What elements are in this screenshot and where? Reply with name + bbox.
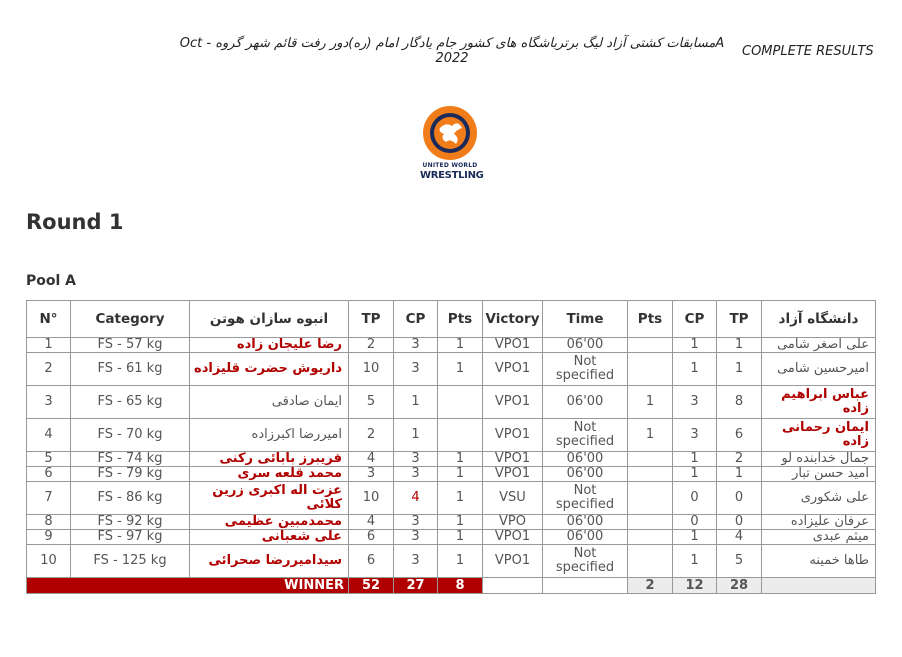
pool-title: Pool A bbox=[26, 273, 77, 289]
tp-team2: 0 bbox=[717, 482, 762, 515]
wrestler-team2: جمال خدابنده لو bbox=[762, 452, 876, 467]
winner-label: WINNER bbox=[27, 578, 349, 594]
victory-type: VPO1 bbox=[483, 452, 543, 467]
table-row bbox=[27, 467, 876, 482]
page-header bbox=[0, 36, 902, 76]
pts-team2 bbox=[628, 482, 673, 515]
table-row bbox=[27, 353, 876, 386]
tp-team2: 5 bbox=[717, 545, 762, 578]
total-cp2: 12 bbox=[673, 578, 717, 594]
col-victory: Victory bbox=[483, 301, 543, 338]
tp-team1: 4 bbox=[349, 515, 394, 530]
wrestler-team1: سیدامیررضا صحرائی bbox=[190, 545, 349, 578]
wrestler-team2: امید حسن تبار bbox=[762, 467, 876, 482]
col-team2: دانشگاه آزاد bbox=[762, 301, 876, 338]
wrestler-team2: امیرحسین شامی bbox=[762, 353, 876, 386]
pts-team1: 1 bbox=[438, 530, 483, 545]
wrestler-team1: فریبرز بابائی رکنی bbox=[190, 452, 349, 467]
pts-team2 bbox=[628, 530, 673, 545]
weight-category: FS - 65 kg bbox=[71, 386, 190, 419]
col-tp1: TP bbox=[349, 301, 394, 338]
pts-team2: 1 bbox=[628, 419, 673, 452]
col-pts1: Pts bbox=[438, 301, 483, 338]
match-time: 06'00 bbox=[543, 452, 628, 467]
pts-team2 bbox=[628, 545, 673, 578]
total-tp2: 28 bbox=[717, 578, 762, 594]
total-cp1: 27 bbox=[394, 578, 438, 594]
pts-team2 bbox=[628, 338, 673, 353]
cp-team1: 3 bbox=[394, 338, 438, 353]
table-row bbox=[27, 515, 876, 530]
match-number: 4 bbox=[27, 419, 71, 452]
tp-team1: 4 bbox=[349, 452, 394, 467]
pts-team1: 1 bbox=[438, 353, 483, 386]
col-tp2: TP bbox=[717, 301, 762, 338]
victory-type: VPO1 bbox=[483, 530, 543, 545]
match-time: 06'00 bbox=[543, 467, 628, 482]
table-header-row bbox=[27, 301, 876, 338]
col-team1: انبوه سازان هوتن bbox=[190, 301, 349, 338]
report-type: COMPLETE RESULTS bbox=[742, 44, 874, 59]
match-time: 06'00 bbox=[543, 338, 628, 353]
tp-team1: 6 bbox=[349, 545, 394, 578]
table-row bbox=[27, 338, 876, 353]
tp-team2: 1 bbox=[717, 353, 762, 386]
weight-category: FS - 125 kg bbox=[71, 545, 190, 578]
totals-row bbox=[27, 578, 876, 594]
wrestler-team1: محمد قلعه سری bbox=[190, 467, 349, 482]
weight-category: FS - 74 kg bbox=[71, 452, 190, 467]
pts-team2 bbox=[628, 353, 673, 386]
wrestler-team1: محمدمبین عظیمی bbox=[190, 515, 349, 530]
pts-team1: 1 bbox=[438, 452, 483, 467]
pts-team1 bbox=[438, 419, 483, 452]
cp-team2: 0 bbox=[673, 515, 717, 530]
match-number: 3 bbox=[27, 386, 71, 419]
tp-team2: 0 bbox=[717, 515, 762, 530]
match-time: 06'00 bbox=[543, 386, 628, 419]
wrestler-team2: عباس ابراهیم زاده bbox=[762, 386, 876, 419]
total-blank-victory bbox=[483, 578, 543, 594]
pts-team1: 1 bbox=[438, 515, 483, 530]
tp-team2: 4 bbox=[717, 530, 762, 545]
match-number: 10 bbox=[27, 545, 71, 578]
total-pts2: 2 bbox=[628, 578, 673, 594]
wrestler-team2: علی اصغر شامی bbox=[762, 338, 876, 353]
victory-type: VPO1 bbox=[483, 545, 543, 578]
victory-type: VSU bbox=[483, 482, 543, 515]
tp-team1: 10 bbox=[349, 482, 394, 515]
total-pts1: 8 bbox=[438, 578, 483, 594]
cp-team1: 3 bbox=[394, 515, 438, 530]
match-time: Not specified bbox=[543, 545, 628, 578]
col-cp2: CP bbox=[673, 301, 717, 338]
cp-team2: 3 bbox=[673, 419, 717, 452]
total-tp1: 52 bbox=[349, 578, 394, 594]
tp-team1: 5 bbox=[349, 386, 394, 419]
cp-team2: 0 bbox=[673, 482, 717, 515]
table-row bbox=[27, 545, 876, 578]
cp-team1: 3 bbox=[394, 353, 438, 386]
total-blank-time bbox=[543, 578, 628, 594]
table-row bbox=[27, 386, 876, 419]
col-category: Category bbox=[71, 301, 190, 338]
cp-team2: 1 bbox=[673, 353, 717, 386]
match-time: 06'00 bbox=[543, 530, 628, 545]
victory-type: VPO1 bbox=[483, 386, 543, 419]
match-number: 2 bbox=[27, 353, 71, 386]
cp-team2: 1 bbox=[673, 467, 717, 482]
victory-type: VPO1 bbox=[483, 419, 543, 452]
tp-team1: 2 bbox=[349, 338, 394, 353]
wrestler-team2: ایمان رحمانی زاده bbox=[762, 419, 876, 452]
table-row bbox=[27, 482, 876, 515]
pts-team2 bbox=[628, 515, 673, 530]
wrestler-team1: داریوش حضرت قلیزاده bbox=[190, 353, 349, 386]
tp-team1: 2 bbox=[349, 419, 394, 452]
wrestler-team2: میثم عبدی bbox=[762, 530, 876, 545]
cp-team2: 1 bbox=[673, 338, 717, 353]
match-time: Not specified bbox=[543, 353, 628, 386]
match-number: 1 bbox=[27, 338, 71, 353]
col-num: N° bbox=[27, 301, 71, 338]
victory-type: VPO bbox=[483, 515, 543, 530]
uww-logo bbox=[420, 104, 484, 186]
weight-category: FS - 86 kg bbox=[71, 482, 190, 515]
tp-team1: 10 bbox=[349, 353, 394, 386]
wrestler-team1: ایمان صادقی bbox=[190, 386, 349, 419]
match-number: 7 bbox=[27, 482, 71, 515]
match-time: Not specified bbox=[543, 482, 628, 515]
results-table bbox=[26, 300, 876, 594]
table-row bbox=[27, 419, 876, 452]
logo-text-line1: UNITED WORLD bbox=[422, 162, 478, 169]
logo-text-line2: WRESTLING bbox=[420, 170, 484, 181]
wrestler-team2: عرفان علیزاده bbox=[762, 515, 876, 530]
tp-team1: 6 bbox=[349, 530, 394, 545]
pts-team2: 1 bbox=[628, 386, 673, 419]
tp-team1: 3 bbox=[349, 467, 394, 482]
match-number: 9 bbox=[27, 530, 71, 545]
cp-team1: 1 bbox=[394, 386, 438, 419]
victory-type: VPO1 bbox=[483, 353, 543, 386]
cp-team2: 3 bbox=[673, 386, 717, 419]
victory-type: VPO1 bbox=[483, 338, 543, 353]
cp-team2: 1 bbox=[673, 545, 717, 578]
cp-team2: 1 bbox=[673, 530, 717, 545]
wrestler-team2: طاها خمینه bbox=[762, 545, 876, 578]
wrestling-emblem-icon bbox=[420, 104, 480, 162]
event-title bbox=[172, 36, 732, 66]
cp-team1: 1 bbox=[394, 419, 438, 452]
match-time: Not specified bbox=[543, 419, 628, 452]
tp-team2: 1 bbox=[717, 338, 762, 353]
pts-team1: 1 bbox=[438, 338, 483, 353]
weight-category: FS - 70 kg bbox=[71, 419, 190, 452]
pts-team1 bbox=[438, 386, 483, 419]
tp-team2: 2 bbox=[717, 452, 762, 467]
cp-team2: 1 bbox=[673, 452, 717, 467]
weight-category: FS - 61 kg bbox=[71, 353, 190, 386]
wrestler-team2: علی شکوری bbox=[762, 482, 876, 515]
col-pts2: Pts bbox=[628, 301, 673, 338]
weight-category: FS - 57 kg bbox=[71, 338, 190, 353]
tp-team2: 1 bbox=[717, 467, 762, 482]
match-number: 6 bbox=[27, 467, 71, 482]
tp-team2: 8 bbox=[717, 386, 762, 419]
weight-category: FS - 97 kg bbox=[71, 530, 190, 545]
pts-team1: 1 bbox=[438, 545, 483, 578]
match-number: 5 bbox=[27, 452, 71, 467]
cp-team1: 3 bbox=[394, 530, 438, 545]
total-blank-team2 bbox=[762, 578, 876, 594]
round-title: Round 1 bbox=[26, 210, 124, 234]
cp-team1: 3 bbox=[394, 545, 438, 578]
tp-team2: 6 bbox=[717, 419, 762, 452]
weight-category: FS - 92 kg bbox=[71, 515, 190, 530]
col-cp1: CP bbox=[394, 301, 438, 338]
event-title-line1: Oct - مسابقات کشتی آزاد لیگ برترباشگاه های کشور جام یادگار امام (ره)دور رفت قائم شهر گروهA bbox=[179, 36, 725, 51]
wrestler-team1: علی شعبانی bbox=[190, 530, 349, 545]
pts-team1: 1 bbox=[438, 482, 483, 515]
victory-type: VPO1 bbox=[483, 467, 543, 482]
match-time: 06'00 bbox=[543, 515, 628, 530]
cp-team1: 3 bbox=[394, 452, 438, 467]
wrestler-team1: عزت اله اکبری زرین کلائی bbox=[190, 482, 349, 515]
weight-category: FS - 79 kg bbox=[71, 467, 190, 482]
pts-team1: 1 bbox=[438, 467, 483, 482]
pts-team2 bbox=[628, 467, 673, 482]
wrestler-team1: رضا علیجان زاده bbox=[190, 338, 349, 353]
cp-team1: 3 bbox=[394, 467, 438, 482]
match-number: 8 bbox=[27, 515, 71, 530]
col-time: Time bbox=[543, 301, 628, 338]
cp-team1: 4 bbox=[394, 482, 438, 515]
wrestler-team1: امیررضا اکبرزاده bbox=[190, 419, 349, 452]
table-row bbox=[27, 530, 876, 545]
pts-team2 bbox=[628, 452, 673, 467]
table-row bbox=[27, 452, 876, 467]
event-title-line2: 2022 bbox=[435, 51, 469, 66]
